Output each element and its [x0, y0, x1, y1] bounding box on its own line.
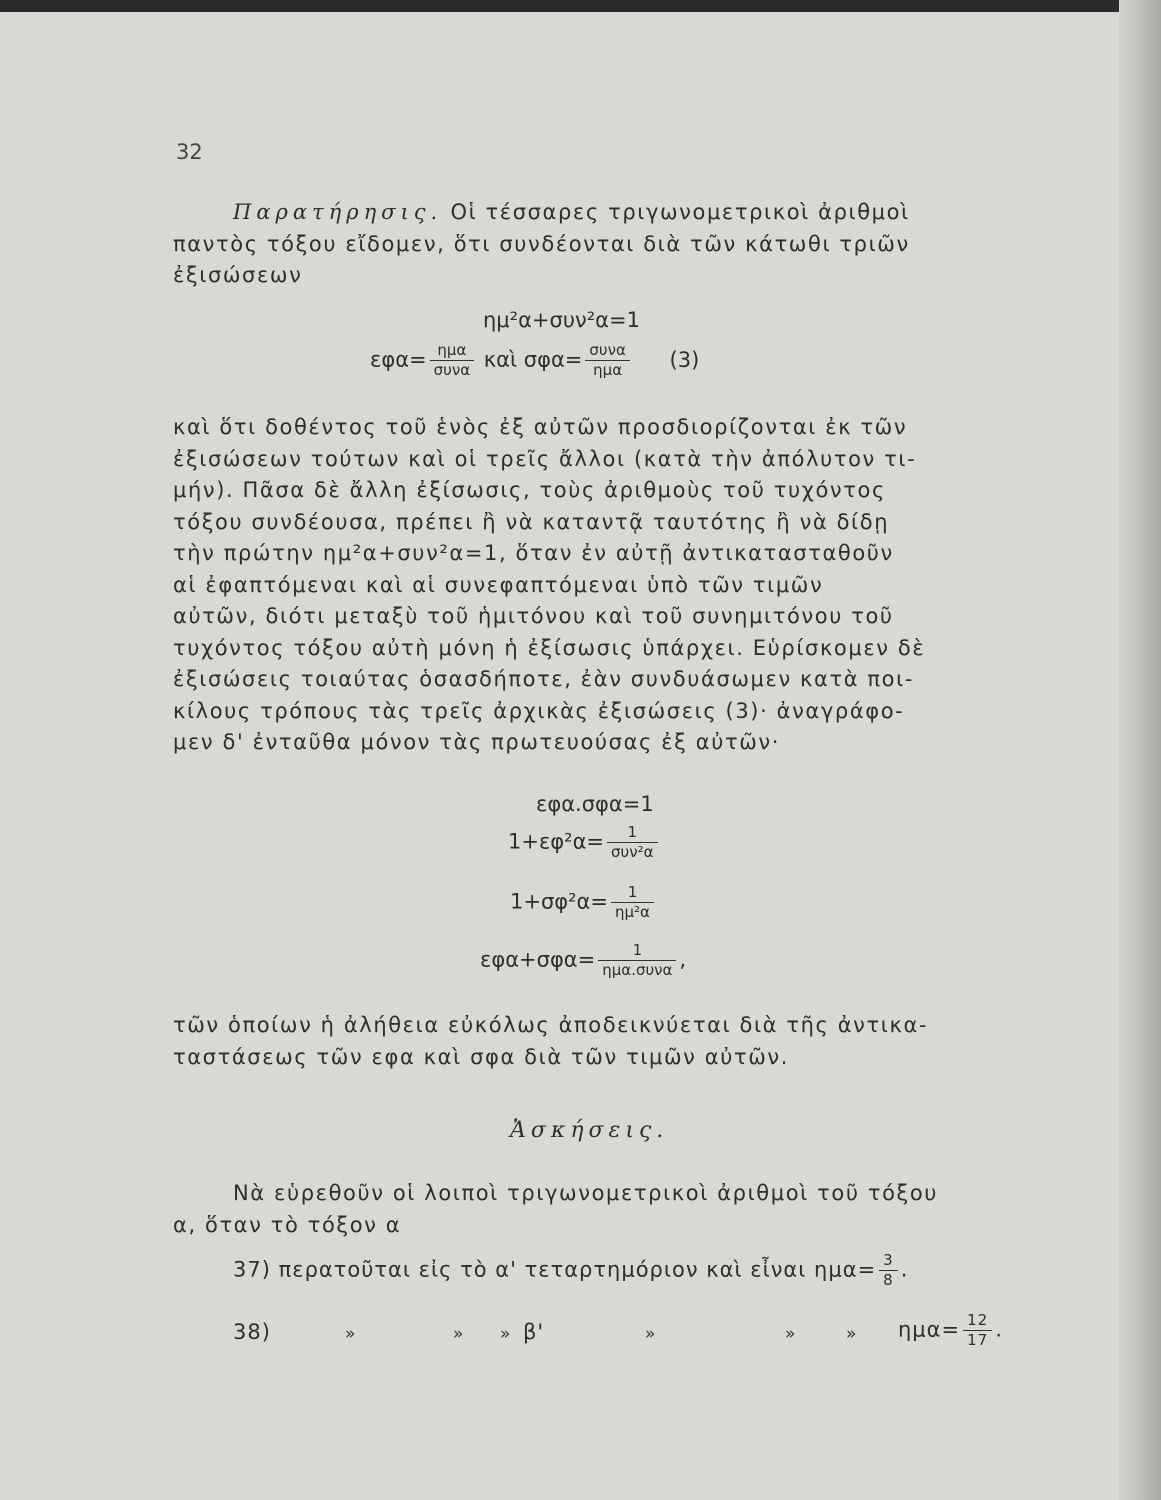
exercise-37 — [233, 1252, 908, 1289]
closing-line: ταστάσεως τῶν εφα καὶ σφα διὰ τῶν τιμῶν αὐτῶν. — [173, 1044, 790, 1069]
derived-eq-3 — [510, 884, 657, 921]
body-line: ἐξισώσεων τούτων καὶ οἱ τρεῖς ἄλλοι (κατὰ τὴν ἀπόλυτον τι- — [173, 446, 917, 471]
derived-eq-4 — [480, 942, 686, 979]
exercise-37-num: 3 — [879, 1252, 898, 1271]
body-line: τὴν πρώτην ημ²α+συν²α=1, ὅταν ἐν αὐτῇ ἀντικατασταθοῦν — [173, 541, 894, 565]
book-page — [0, 12, 1161, 1500]
ditto-mark: » — [645, 1324, 656, 1344]
body-line: αὐτῶν, διότι μεταξὺ τοῦ ἡμιτόνου καὶ τοῦ συνημιτόνου τοῦ — [173, 604, 894, 628]
derived-eq-4-tail: , — [679, 947, 687, 972]
body-line: καὶ ὅτι δοθέντος τοῦ ἑνὸς ἐξ αὐτῶν προσδιορίζονται ἐκ τῶν — [173, 415, 908, 439]
remark-line-1: Οἱ τέσσαρες τριγωνομετρικοὶ ἀριθμοὶ — [450, 200, 910, 224]
exercise-37-text: 37) περατοῦται εἰς τὸ α' τεταρτημόριον καὶ εἶναι ημα= — [233, 1257, 877, 1282]
closing-line: τῶν ὁποίων ἡ ἀλήθεια εὐκόλως ἀποδεικνύεται διὰ τῆς ἀντικα- — [173, 1013, 929, 1037]
exercise-37-tail: . — [900, 1257, 909, 1282]
exercises-heading: Ἀσκήσεις. — [510, 1118, 669, 1143]
ditto-mark: » — [500, 1324, 511, 1344]
exercise-37-fraction — [879, 1252, 898, 1289]
derived-eq-4-num: 1 — [598, 942, 676, 961]
exercises-intro-line: α, ὅταν τὸ τόξον α — [173, 1212, 402, 1237]
derived-eq-4-den: ημα.συνα — [602, 961, 673, 979]
exercise-38-fraction — [963, 1312, 992, 1349]
tan-fraction — [430, 342, 474, 379]
derived-eq-2-den: συν²α — [611, 843, 654, 861]
ditto-mark: » — [846, 1324, 857, 1344]
remark-line-2: παντὸς τόξου εἴδομεν, ὅτι συνδέονται διὰ τῶν κάτωθι τριῶν — [173, 231, 910, 256]
exercises-intro-line: Νὰ εὑρεθοῦν οἱ λοιποὶ τριγωνομετρικοὶ ἀριθμοὶ τοῦ τόξου — [233, 1181, 939, 1205]
derived-eq-3-fraction — [611, 884, 654, 921]
exercise-38-number: 38) — [233, 1320, 271, 1344]
exercise-38-equation — [898, 1312, 1003, 1349]
body-line: αἱ ἐφαπτόμεναι καὶ αἱ συνεφαπτόμεναι ὑπὸ τῶν τιμῶν — [173, 572, 824, 597]
remark-title: Παρατήρησις. — [233, 200, 443, 224]
equation-label: (3) — [669, 347, 700, 372]
remark-line-3: ἐξισώσεων — [173, 263, 303, 287]
body-paragraph — [173, 412, 1085, 759]
exercises-intro — [173, 1178, 1085, 1241]
derived-eq-2-num: 1 — [607, 824, 657, 843]
cot-numerator: συνα — [585, 342, 629, 361]
remark-paragraph — [173, 197, 1085, 292]
body-line: τόξου συνδέουσα, πρέπει ἢ νὰ καταντᾷ ταυτότης ἢ νὰ δίδῃ — [173, 509, 890, 534]
exercise-38-lhs: ημα= — [898, 1317, 961, 1342]
derived-eq-3-den: ημ²α — [614, 903, 650, 921]
cot-connector: καὶ σφα= — [483, 347, 583, 372]
derived-eq-2 — [508, 824, 661, 861]
body-line: τυχόντος τόξου αὐτὴ μόνη ἡ ἐξίσωσις ὑπάρχει. Εὑρίσκομεν δὲ — [173, 635, 926, 660]
tan-numerator: ημα — [430, 342, 474, 361]
derived-eq-4-lhs: εφα+σφα= — [480, 947, 596, 972]
body-line: κίλους τρόπους τὰς τρεῖς ἀρχικὰς ἐξισώσεις (3)· ἀναγράφο- — [173, 698, 905, 723]
ditto-mark: » — [345, 1324, 356, 1344]
body-line: μεν δ' ἐνταῦθα μόνον τὰς πρωτευούσας ἐξ αὐτῶν· — [173, 730, 780, 754]
cot-fraction — [585, 342, 629, 379]
cot-denominator: ημα — [593, 361, 623, 379]
tan-denominator: συνα — [433, 361, 471, 379]
equation-group-3 — [370, 342, 699, 379]
identity-equation: ημ²α+συν²α=1 — [483, 308, 640, 332]
derived-eq-3-num: 1 — [611, 884, 654, 903]
tan-lhs: εφα= — [370, 347, 427, 372]
body-line: ἐξισώσεις τοιαύτας ὁσασδήποτε, ἐὰν συνδυάσωμεν κατὰ ποι- — [173, 667, 915, 691]
page-number: 32 — [176, 140, 203, 164]
ditto-mark: » — [785, 1324, 796, 1344]
exercise-38-den: 17 — [967, 1331, 989, 1349]
derived-eq-2-lhs: 1+εφ²α= — [508, 829, 605, 854]
ditto-mark: » — [453, 1324, 464, 1344]
exercise-37-den: 8 — [883, 1271, 894, 1289]
derived-eq-2-fraction — [607, 824, 657, 861]
derived-eq-1: εφα.σφα=1 — [536, 792, 654, 816]
closing-paragraph — [173, 1010, 1085, 1073]
exercise-38-quadrant: β' — [523, 1320, 545, 1344]
body-line: μήν). Πᾶσα δὲ ἄλλη ἐξίσωσις, τοὺς ἀριθμοὺς τοῦ τυχόντος — [173, 478, 886, 502]
exercise-38-tail: . — [995, 1317, 1003, 1342]
scan-top-border — [0, 0, 1161, 12]
derived-eq-3-lhs: 1+σφ²α= — [510, 889, 608, 914]
exercise-38-num: 12 — [963, 1312, 992, 1331]
derived-eq-4-fraction — [598, 942, 676, 979]
